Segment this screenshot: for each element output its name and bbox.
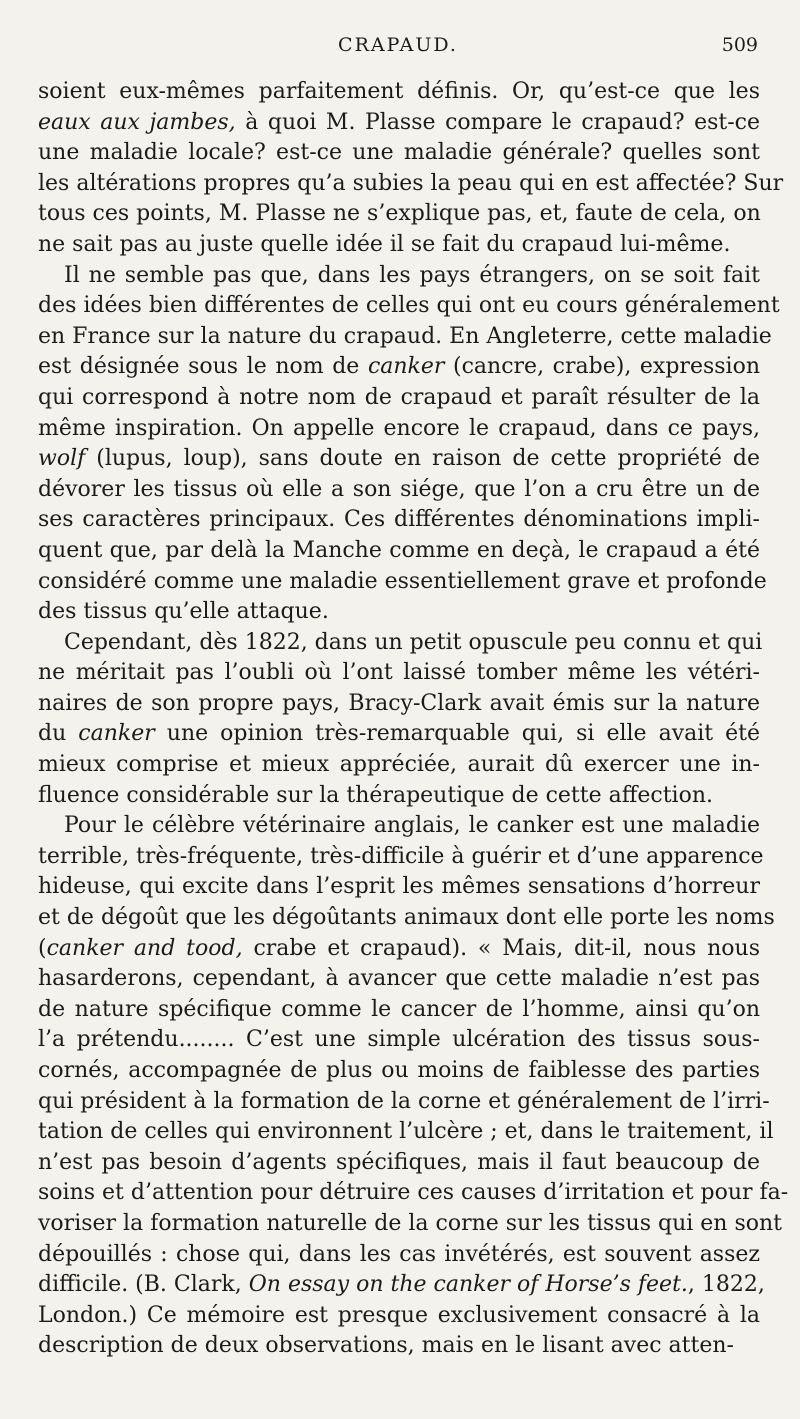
text-line [38, 383, 760, 414]
text-line [38, 964, 760, 995]
text-line [38, 750, 760, 781]
text-line [38, 199, 760, 230]
text-line [38, 1025, 760, 1056]
text-run: en France sur la nature du crapaud. En Angleterre, cette maladie [38, 323, 772, 349]
text-run: mieux comprise et mieux appréciée, aurait dû exercer une in- [38, 752, 760, 778]
text-run: ne sait pas au juste quelle idée il se fait du crapaud lui-même. [38, 231, 731, 257]
text-line [38, 1148, 760, 1179]
page-number: 509 [721, 34, 758, 56]
text-run: description de deux observations, mais en le lisant avec atten- [38, 1333, 734, 1359]
italic-text: canker [367, 354, 445, 380]
text-line [38, 1331, 760, 1362]
text-line [38, 414, 760, 445]
text-line [38, 903, 775, 934]
paragraph [38, 628, 763, 812]
text-run: quent que, par delà la Manche comme en deçà, le crapaud a été [38, 537, 760, 563]
paragraph [38, 77, 784, 261]
text-line [38, 811, 760, 842]
text-run: ne méritait pas l’oubli où l’ont laissé tomber même les vétéri- [38, 660, 760, 686]
italic-text: canker [78, 721, 155, 747]
text-run: , 1822, [687, 1272, 765, 1298]
text-line [38, 872, 760, 903]
text-run: cornés, accompagnée de plus ou moins de faiblesse des parties [38, 1058, 760, 1083]
text-line [38, 1117, 774, 1148]
text-run: qui correspond à notre nom de crapaud et paraît résulter de la [38, 384, 760, 410]
text-run: terrible, très-fréquente, très-difficile à guérir et d’une apparence [38, 843, 764, 869]
text-run: naires de son propre pays, Bracy-Clark avait émis sur la nature [38, 690, 760, 716]
text-run: tation de celles qui environnent l’ulcère ; et, dans le traitement, il [38, 1119, 774, 1145]
text-run: Pour le célèbre vétérinaire anglais, le canker est une maladie [64, 813, 760, 839]
text-run: l’a prétendu........ C’est une simple ulcération des tissus sous- [38, 1027, 760, 1053]
paragraph [38, 811, 789, 1362]
text-line [38, 475, 760, 506]
text-run: (cancre, crabe), expression [444, 354, 760, 380]
text-line [38, 138, 760, 169]
text-line [38, 505, 760, 536]
text-line [38, 1240, 760, 1271]
body-text [38, 77, 789, 1362]
paragraph [38, 261, 780, 628]
text-line [38, 719, 760, 750]
text-run: dépouillés : chose qui, dans les cas invétérés, est souvent assez [38, 1241, 760, 1267]
text-run: difficile. (B. Clark, [38, 1272, 249, 1298]
text-run: à quoi M. Plasse compare le crapaud? est-ce [235, 109, 761, 135]
text-run: des idées bien différentes de celles qui ont eu cours généralement [38, 293, 780, 319]
text-run: des tissus qu’elle attaque. [38, 599, 329, 625]
running-title: CRAPAUD. [338, 34, 458, 56]
text-run: même inspiration. On appelle encore le crapaud, dans ce pays, [38, 415, 760, 441]
text-run: voriser la formation naturelle de la corne sur les tissus qui en sont [38, 1210, 783, 1236]
text-line [38, 1301, 760, 1332]
text-run: soins et d’attention pour détruire ces causes d’irritation et pour fa- [38, 1180, 789, 1206]
text-run: une maladie locale? est-ce une maladie générale? quelles sont [38, 140, 760, 166]
text-run: n’est pas besoin d’agents spécifiques, mais il faut beaucoup de [38, 1149, 760, 1175]
text-run: est désignée sous le nom de [38, 354, 368, 380]
text-line [38, 322, 772, 353]
text-line [38, 842, 764, 873]
text-run: ( [38, 935, 47, 961]
text-line [38, 261, 760, 292]
text-run: London.) Ce mémoire est presque exclusivement consacré à la [38, 1302, 760, 1328]
text-line [38, 658, 760, 689]
text-line [38, 444, 760, 475]
text-line [38, 169, 784, 200]
text-run: Cependant, dès 1822, dans un petit opuscule peu connu et qui [64, 629, 763, 655]
text-run: une opinion très-remarquable qui, si elle avait été [154, 721, 761, 747]
text-run: crabe et crapaud). « Mais, dit-il, nous nous [242, 935, 760, 961]
italic-text: eaux aux jambes, [38, 109, 236, 135]
text-run: de nature spécifique comme le cancer de l’homme, ainsi qu’on [38, 996, 760, 1022]
text-line [38, 995, 760, 1026]
text-run: dévorer les tissus où elle a son siége, que l’on a cru être un de [38, 476, 760, 502]
page-header [38, 30, 758, 60]
italic-text: wolf [38, 446, 86, 472]
text-run: fluence considérable sur la thérapeutique de cette affection. [38, 782, 713, 808]
text-run: Il ne semble pas que, dans les pays étrangers, on se soit fait [64, 262, 760, 288]
text-line [38, 934, 760, 965]
text-line [38, 1209, 783, 1240]
text-line [38, 1270, 765, 1301]
text-line [38, 291, 780, 322]
text-run: (lupus, loup), sans doute en raison de cette propriété de [85, 446, 760, 472]
text-run: et de dégoût que les dégoûtants animaux dont elle porte les noms [38, 905, 775, 931]
text-run: hideuse, qui excite dans l’esprit les mêmes sensations d’horreur [38, 874, 760, 900]
text-line [38, 230, 760, 261]
text-run: ses caractères principaux. Ces différentes dénominations impli- [38, 507, 760, 533]
text-run: tous ces points, M. Plasse ne s’explique pas, et, faute de cela, on [38, 201, 761, 227]
text-line [38, 628, 763, 659]
text-run: du [38, 721, 79, 747]
text-run: qui président à la formation de la corne et généralement de l’irri- [38, 1088, 770, 1114]
text-line [38, 781, 760, 812]
text-run: soient eux-mêmes parfaitement définis. Or, qu’est-ce que les [38, 79, 760, 104]
text-line [38, 689, 760, 720]
text-line [38, 77, 760, 108]
text-run: considéré comme une maladie essentiellement grave et profonde [38, 568, 767, 594]
text-line [38, 536, 760, 567]
text-line [38, 1178, 789, 1209]
text-run: hasarderons, cependant, à avancer que cette maladie n’est pas [38, 966, 760, 992]
text-line [38, 1087, 770, 1118]
text-run: les altérations propres qu’a subies la peau qui en est affectée? Sur [38, 170, 784, 196]
italic-text: canker and tood, [46, 935, 243, 961]
text-line [38, 108, 760, 139]
italic-text: On essay on the canker of Horse’s feet. [248, 1272, 688, 1298]
text-line [38, 597, 760, 628]
text-line [38, 1056, 760, 1087]
text-line [38, 352, 760, 383]
text-line [38, 567, 767, 598]
